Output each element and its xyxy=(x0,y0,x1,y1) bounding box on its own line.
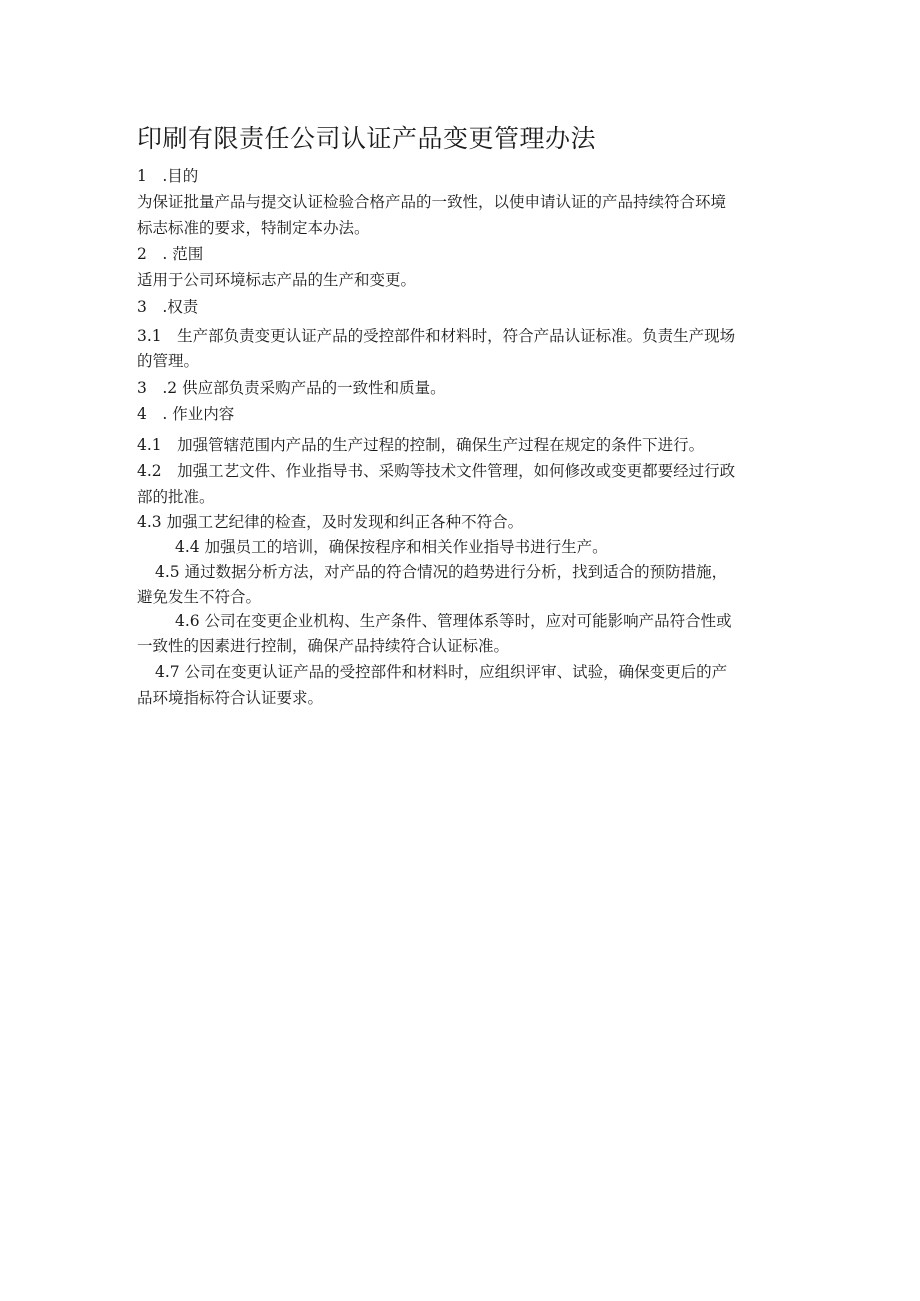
clause-4-5-line: 避免发生不符合。 xyxy=(137,588,262,606)
clause-3-1-line: 3.1 生产部负责变更认证产品的受控部件和材料时，符合产品认证标准。负责生产现场 xyxy=(137,327,736,345)
document-title: 印刷有限责任公司认证产品变更管理办法 xyxy=(137,124,597,153)
clause-4-6-line: 4.6 公司在变更企业机构、生产条件、管理体系等时，应对可能影响产品符合性或 xyxy=(175,612,732,630)
clause-3-2-line: 3 .2 供应部负责采购产品的一致性和质量。 xyxy=(137,379,446,397)
clause-3-1-line: 的管理。 xyxy=(137,352,200,370)
clause-4-6-line: 一致性的因素进行控制，确保产品持续符合认证标准。 xyxy=(137,637,510,655)
clause-4-7-line: 品环境指标符合认证要求。 xyxy=(137,689,324,707)
section-1-body-line: 为保证批量产品与提交认证检验合格产品的一致性，以使申请认证的产品持续符合环境 xyxy=(137,193,727,211)
section-3-heading: 3 .权责 xyxy=(137,298,199,316)
clause-4-5-line: 4.5 通过数据分析方法，对产品的符合情况的趋势进行分析，找到适合的预防措施， xyxy=(155,563,728,581)
section-2-body-line: 适用于公司环境标志产品的生产和变更。 xyxy=(137,271,417,289)
clause-4-3-line: 4.3 加强工艺纪律的检查，及时发现和纠正各种不符合。 xyxy=(137,513,524,531)
section-1-body-line: 标志标准的要求，特制定本办法。 xyxy=(137,219,370,237)
clause-4-2-line: 部的批准。 xyxy=(137,488,215,506)
section-4-heading: 4 . 作业内容 xyxy=(137,405,235,423)
clause-4-4-line: 4.4 加强员工的培训，确保按程序和相关作业指导书进行生产。 xyxy=(175,538,608,556)
clause-4-1-line: 4.1 加强管辖范围内产品的生产过程的控制，确保生产过程在规定的条件下进行。 xyxy=(137,436,705,454)
clause-4-2-line: 4.2 加强工艺文件、作业指导书、采购等技术文件管理，如何修改或变更都要经过行政 xyxy=(137,462,736,480)
clause-4-7-line: 4.7 公司在变更认证产品的受控部件和材料时，应组织评审、试验，确保变更后的产 xyxy=(155,663,728,681)
section-1-heading: 1 .目的 xyxy=(137,167,199,185)
section-2-heading: 2 . 范围 xyxy=(137,245,204,263)
